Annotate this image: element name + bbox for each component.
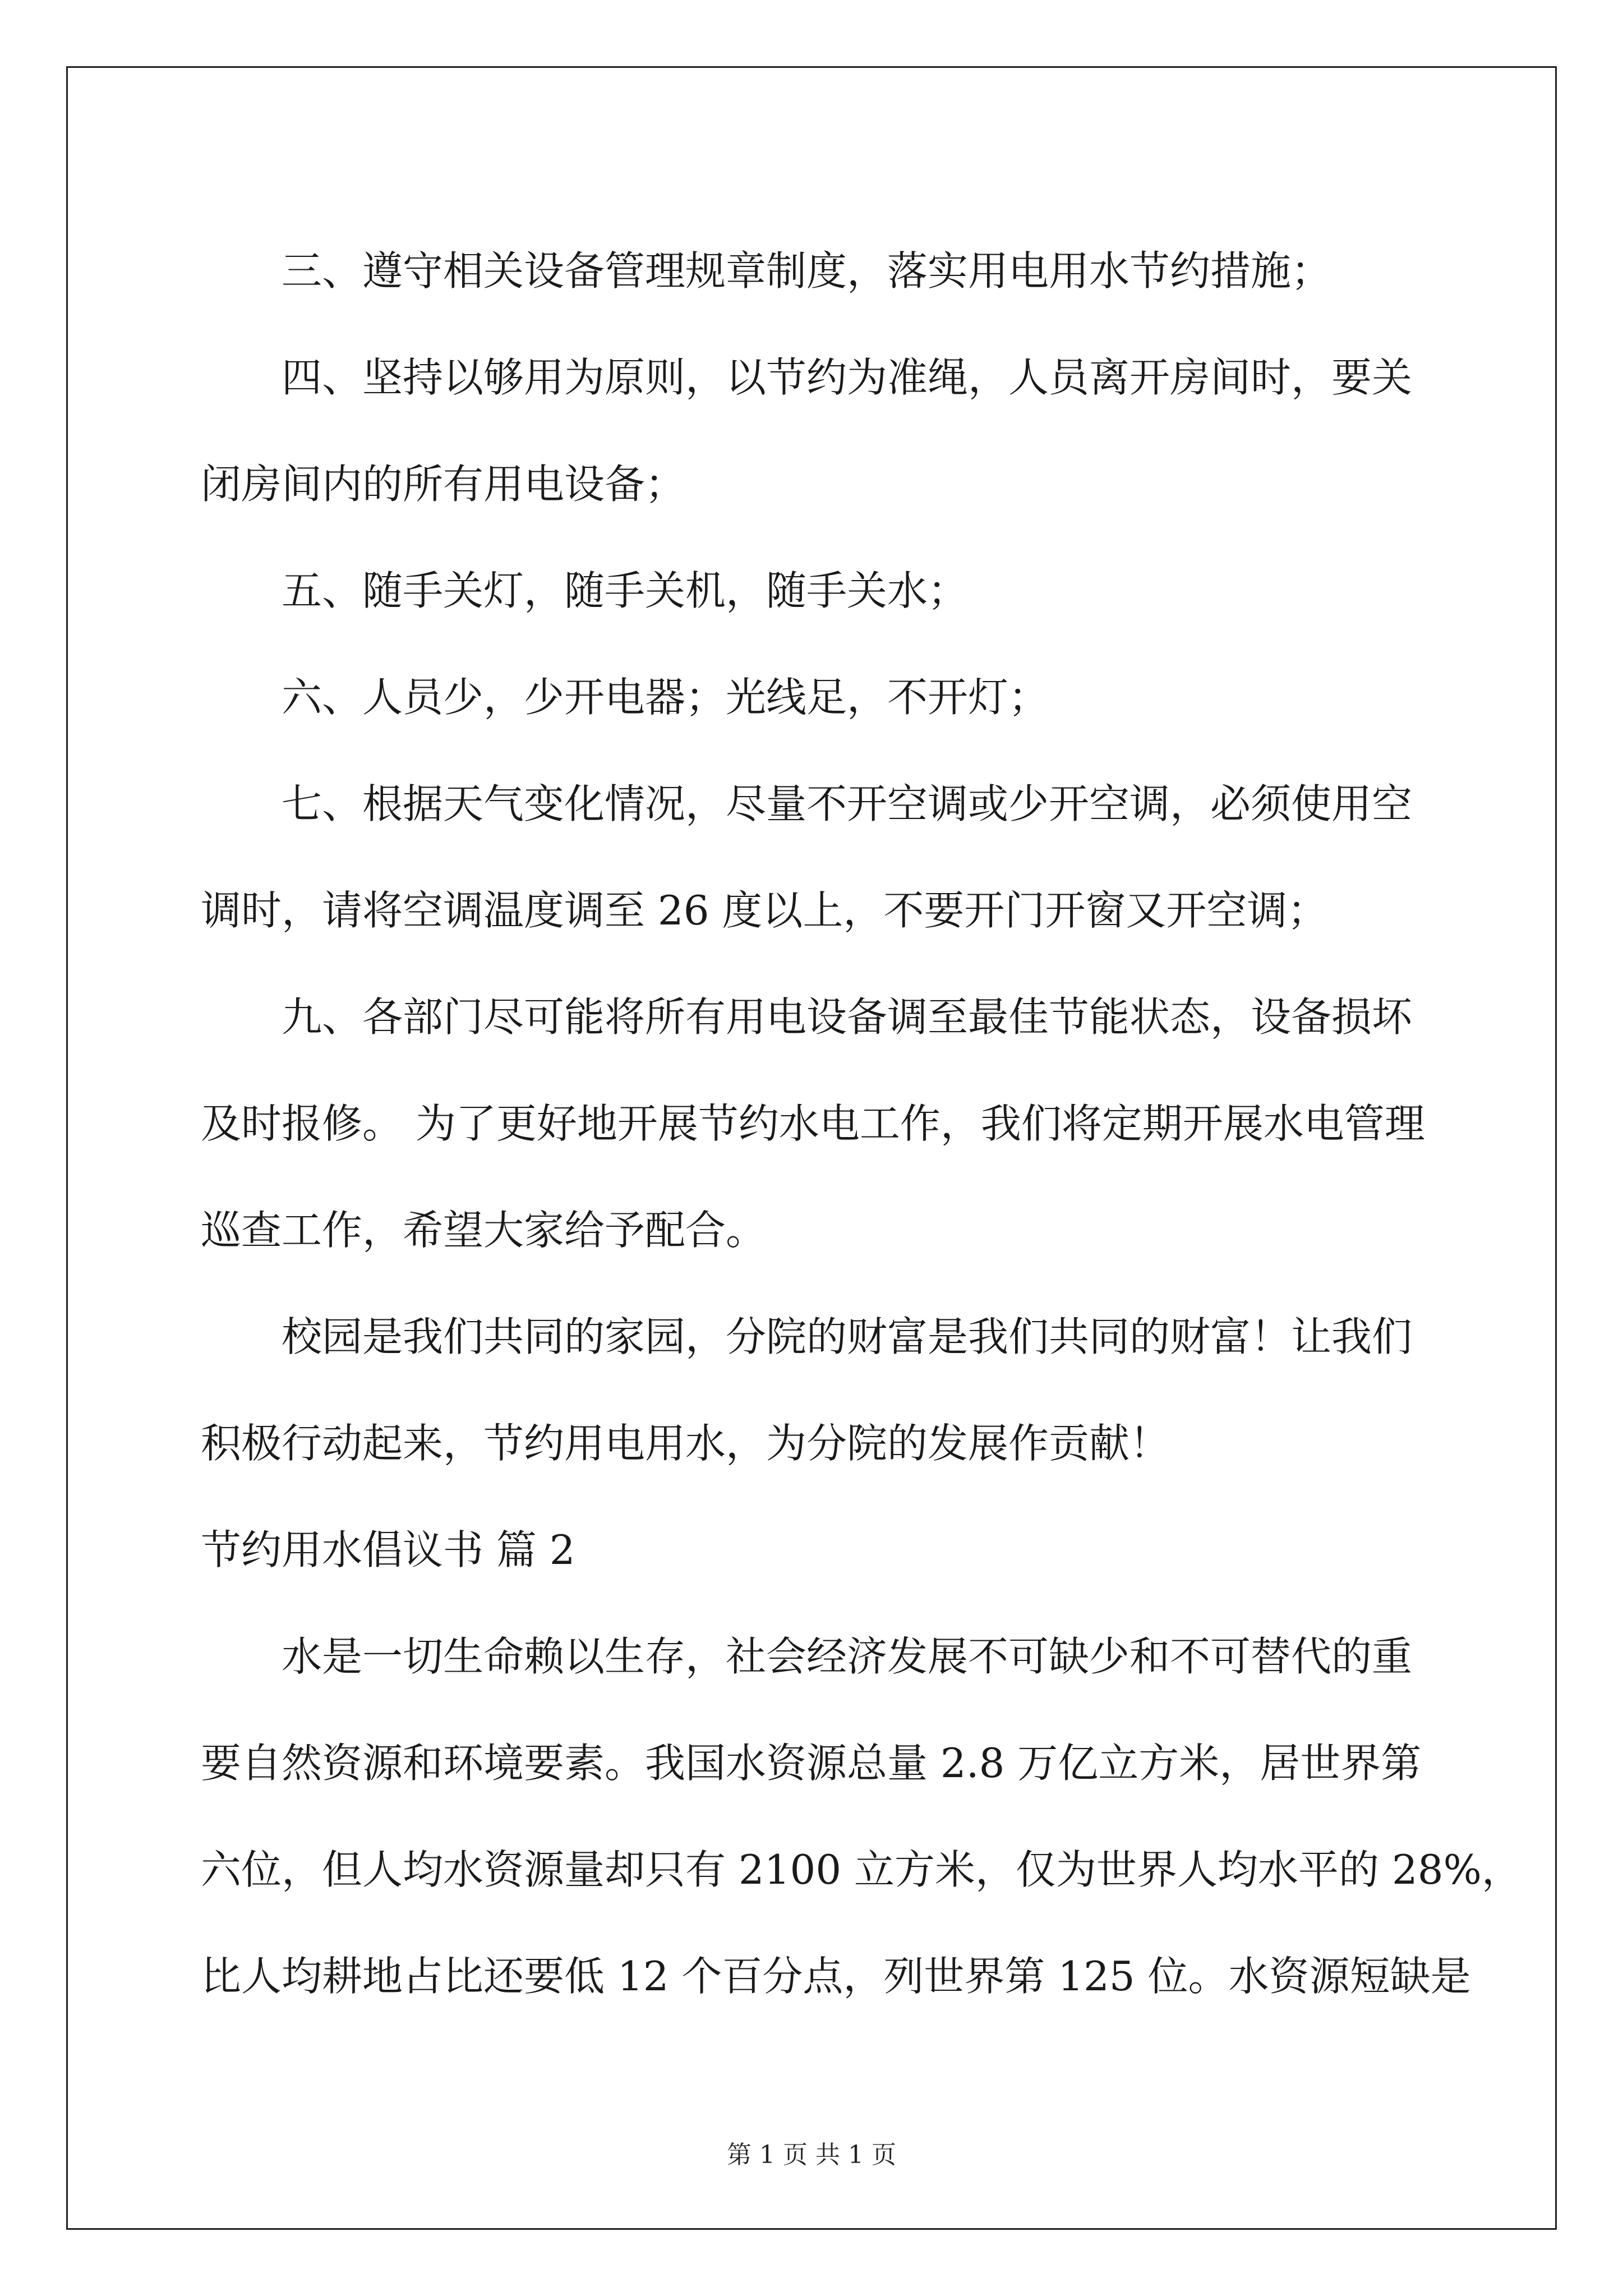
text-line: 积极行动起来，节约用电用水，为分院的发展作贡献！ xyxy=(201,1420,1170,1467)
paragraph xyxy=(201,218,1435,324)
text-line: 闭房间内的所有用电设备； xyxy=(201,461,686,508)
paragraph xyxy=(201,751,1435,964)
paragraph xyxy=(201,644,1435,751)
text-line: 水是一切生命赖以生存，社会经济发展不可缺少和不可替代的重 xyxy=(282,1633,1413,1680)
paragraph xyxy=(201,537,1435,644)
paragraph xyxy=(201,964,1435,1283)
document-body xyxy=(201,218,1522,2030)
page-footer: 第 1 页 共 1 页 xyxy=(727,2141,896,2169)
text-line: 巡查工作，希望大家给予配合。 xyxy=(201,1207,767,1254)
text-line: 六位，但人均水资源量却只有 2100 立方米，仅为世界人均水平的 28%， xyxy=(201,1846,1522,1893)
text-line: 七、根据天气变化情况，尽量不开空调或少开空调，必须使用空 xyxy=(282,780,1413,827)
text-line: 要自然资源和环境要素。我国水资源总量 2.8 万亿立方米，居世界第 xyxy=(201,1740,1422,1787)
paragraph xyxy=(201,1603,1522,2030)
text-line: 六、人员少，少开电器；光线足，不开灯； xyxy=(282,674,1049,721)
text-line: 三、遵守相关设备管理规章制度，落实用电用水节约措施； xyxy=(282,247,1332,295)
text-line: 五、随手关灯，随手关机，随手关水； xyxy=(282,567,969,614)
text-line: 校园是我们共同的家园，分院的财富是我们共同的财富！让我们 xyxy=(282,1313,1413,1360)
text-line: 比人均耕地占比还要低 12 个百分点，列世界第 125 位。水资源短缺是 xyxy=(201,1953,1471,2000)
text-line: 四、坚持以够用为原则，以节约为准绳，人员离开房间时，要关 xyxy=(282,354,1413,401)
text-line: 调时，请将空调温度调至 26 度以上，不要开门开窗又开空调； xyxy=(201,887,1328,934)
section-heading: 节约用水倡议书 篇 2 xyxy=(201,1526,575,1573)
paragraph xyxy=(201,1283,1435,1497)
paragraph xyxy=(201,324,1435,537)
text-line: 九、各部门尽可能将所有用电设备调至最佳节能状态，设备损坏 xyxy=(282,993,1413,1041)
text-line: 及时报修。 为了更好地开展节约水电工作，我们将定期开展水电管理 xyxy=(201,1100,1425,1147)
